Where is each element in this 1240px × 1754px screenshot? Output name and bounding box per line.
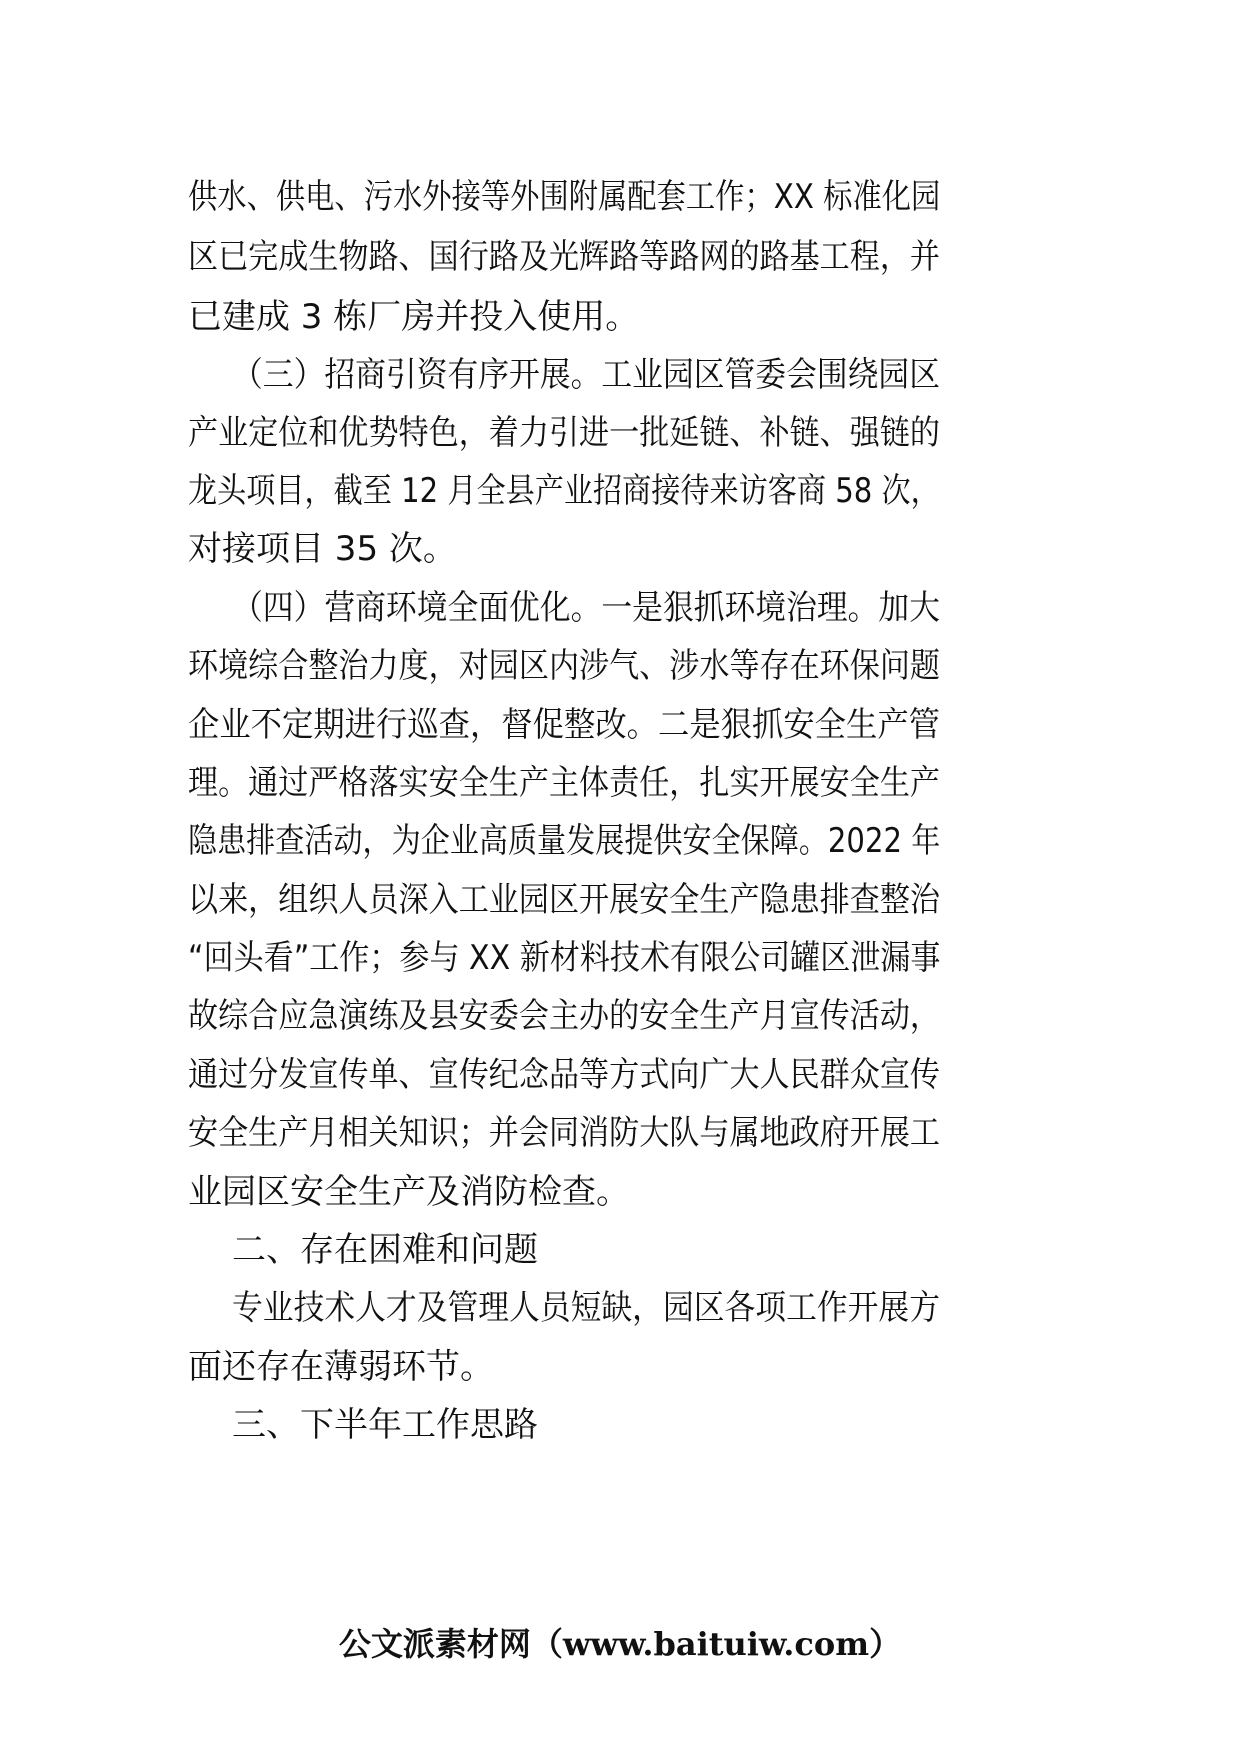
- text-line: 以来，组织人员深入工业园区开展安全生产隐患排查整治: [188, 880, 940, 920]
- text-line: 环境综合整治力度，对园区内涉气、涉水等存在环保问题: [188, 646, 940, 686]
- text-line: 专业技术人才及管理人员短缺，园区各项工作开展方: [232, 1288, 940, 1328]
- text-line: 区已完成生物路、国行路及光辉路等路网的路基工程，并: [188, 237, 940, 277]
- text-line: 龙头项目，截至 12 月全县产业招商接待来访客商 58 次，: [188, 471, 940, 511]
- text-line: 通过分发宣传单、宣传纪念品等方式向广大人民群众宣传: [188, 1055, 940, 1095]
- text-line: 面还存在薄弱环节。: [188, 1347, 494, 1387]
- text-line: 已建成 3 栋厂房并投入使用。: [188, 297, 640, 337]
- paragraph-heading-4: （四）营商环境全面优化。一是狠抓环境治理。加大: [232, 588, 940, 628]
- text-line: “回头看”工作；参与 XX 新材料技术有限公司罐区泄漏事: [188, 938, 941, 978]
- footer-watermark-text: 公文派素材网（www.baituiw.com）: [338, 1625, 902, 1663]
- text-line: 产业定位和优势特色，着力引进一批延链、补链、强链的: [188, 413, 940, 453]
- text-line: 故综合应急演练及县安委会主办的安全生产月宣传活动，: [188, 996, 940, 1036]
- text-line: 隐患排查活动，为企业高质量发展提供安全保障。2022 年: [188, 821, 941, 861]
- section-heading-3: 三、下半年工作思路: [232, 1405, 538, 1445]
- section-heading-2: 二、存在困难和问题: [232, 1230, 538, 1270]
- text-line: 安全生产月相关知识；并会同消防大队与属地政府开展工: [188, 1113, 940, 1153]
- text-line: 对接项目 35 次。: [188, 529, 457, 569]
- text-line: 供水、供电、污水外接等外围附属配套工作；XX 标准化园: [188, 177, 941, 217]
- text-line: 业园区安全生产及消防检查。: [188, 1172, 630, 1212]
- text-line: 企业不定期进行巡查，督促整改。二是狠抓安全生产管: [188, 705, 940, 745]
- text-line: 理。通过严格落实安全生产主体责任，扎实开展安全生产: [188, 763, 940, 803]
- paragraph-heading-3: （三）招商引资有序开展。工业园区管委会围绕园区: [232, 355, 940, 395]
